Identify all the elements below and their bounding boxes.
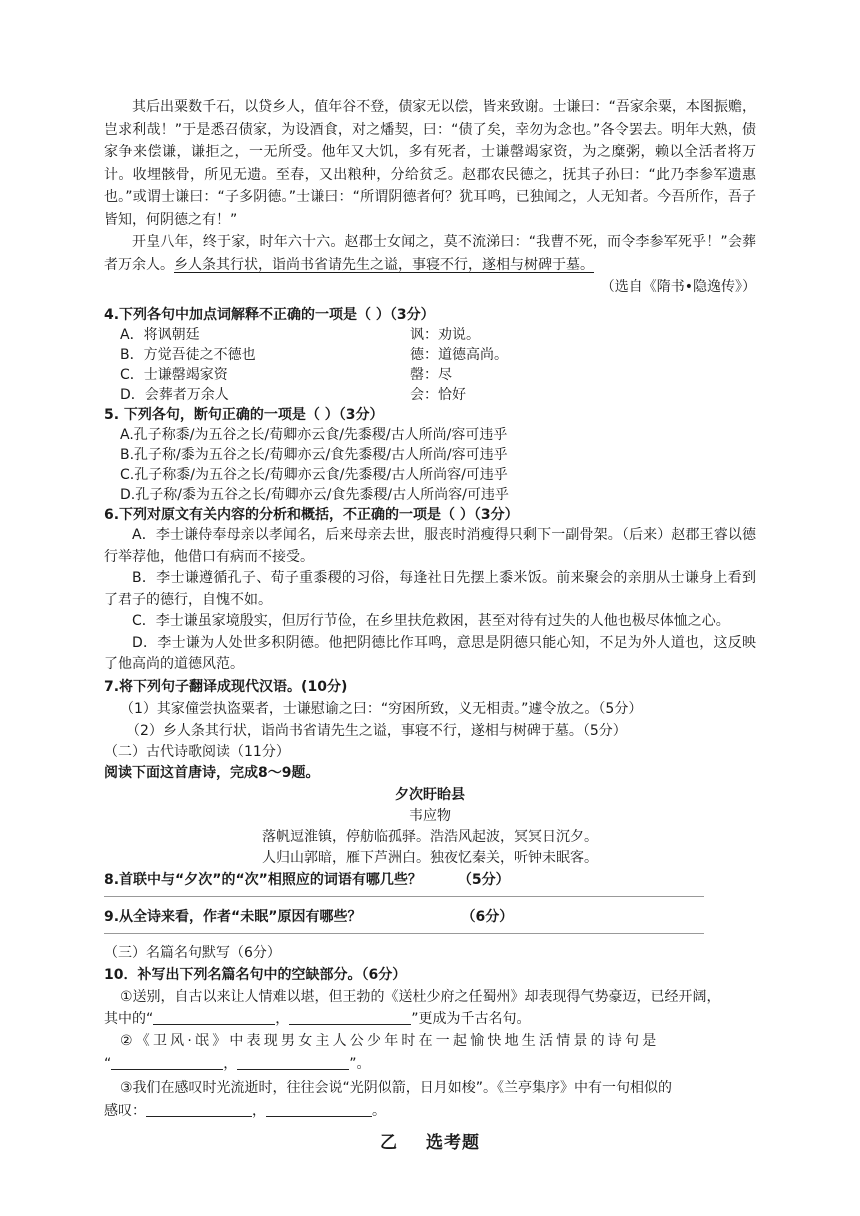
q10-item-1-open-quote: 其中的“: [104, 1010, 154, 1027]
q6-option-c: C．李士谦虽家境殷实，但厉行节俭，在乡里扶危救困，甚至对待有过失的人他也极尽体恤之心。: [132, 613, 730, 629]
q6-title: 6.下列对原文有关内容的分析和概括，不正确的一项是（ ）（3分）: [104, 507, 519, 523]
passage-paragraph-2: [104, 231, 756, 276]
q4-option-c-gloss: 罄：尽: [410, 367, 452, 383]
q4-option-b-gloss: 德：道德高尚。: [410, 347, 508, 363]
q9-answer-line[interactable]: [104, 933, 704, 934]
q8-text: 8.首联中与“夕次”的“次”相照应的词语有哪几些？: [104, 871, 422, 888]
classical-passage: [104, 96, 756, 299]
q4-option-c-sentence: C．士谦罄竭家资: [120, 367, 228, 383]
q9-question: [104, 906, 756, 928]
poem-line-2: 人归山郭暗，雁下芦洲白。独夜忆秦关，听钟未眠客。: [262, 849, 598, 866]
q4-option-b-sentence: B．方觉吾徒之不德也: [120, 347, 256, 363]
q9-score: （6分）: [461, 908, 514, 925]
q4-option-a-gloss: 讽：劝说。: [410, 327, 480, 343]
passage-paragraph-2-text: 开皇八年，终于家，时年六十六。赵郡士女闻之，莫不流涕曰：“我曹不死，而令李参军死乎！”会葬者万余人。: [104, 234, 756, 273]
q10-item-1-comma: ，: [275, 1010, 290, 1027]
q10-item-2-line-1: ②《卫风·氓》中表现男女主人公少年时在一起愉快地生活情景的诗句是: [120, 1032, 660, 1049]
q10-item-1-line-1: ①送别，自古以来让人情难以堪，但王勃的《送杜少府之任蜀州》却表现得气势豪迈，已经开阔，: [120, 988, 721, 1005]
q10-blank-3[interactable]: [111, 1055, 223, 1070]
q10-item-3-comma: ，: [252, 1102, 266, 1119]
q5-option-c: C.孔子称黍/为五谷之长/荀卿亦云食/先黍稷/古人所尚容/可违乎: [120, 467, 508, 483]
q4-option-a: [104, 325, 756, 345]
q8-answer-line[interactable]: [104, 896, 704, 897]
q5-title: 5. 下列各句，断句正确的一项是（ ）（3分）: [104, 407, 384, 423]
q10-blank-4[interactable]: [237, 1055, 349, 1070]
q10-blank-5[interactable]: [146, 1102, 252, 1117]
q5-option-d: D.孔子称/黍为五谷之长/荀卿亦云/食先黍稷/古人所尚容/可违乎: [120, 487, 509, 503]
q5-option-a: A.孔子称黍/为五谷之长/荀卿亦云食/先黍稷/古人所尚/容可违乎: [120, 427, 508, 443]
q10-item-3-close: 。: [372, 1102, 386, 1119]
q10-item-2-close: ”。: [349, 1055, 371, 1072]
q8-question: [104, 869, 756, 891]
q4-title: 4.下列各句中加点词解释不正确的一项是（ ）（3分）: [104, 307, 435, 323]
q9-text: 9.从全诗来看，作者“未眠”原因有哪些？: [104, 908, 362, 925]
section2-instruction: 阅读下面这首唐诗，完成8～9题。: [104, 764, 320, 781]
q10-blank-6[interactable]: [266, 1102, 372, 1117]
q10-item-2-open-quote: “: [104, 1055, 112, 1072]
q4-option-d: [104, 385, 756, 405]
poem-line-1: 落帆逗淮镇，停舫临孤驿。浩浩风起波，冥冥日沉夕。: [262, 828, 598, 845]
q4-option-b: [104, 345, 756, 365]
q10-item-2-line-2: [104, 1052, 756, 1076]
passage-underlined-sentence: 乡人条其行状，诣尚书省请先生之谥，事寝不行，遂相与树碑于墓。: [174, 256, 594, 273]
section-b-heading: [104, 1128, 756, 1153]
questions-block: [104, 305, 756, 1153]
q6-option-d: D．李士谦为人处世多积阴德。他把阴德比作耳鸣，意思是阴德只能心知，不足为外人道也，这反映了他高尚的道德风范。: [104, 634, 756, 672]
poem-author: 韦应物: [409, 807, 451, 824]
q10-item-3-line-2: [104, 1100, 756, 1122]
q4-option-d-sentence: D．会葬者万余人: [120, 387, 229, 403]
q7-title: 7.将下列句子翻译成现代汉语。(10分): [104, 678, 348, 695]
q10-title: 10．补写出下列名篇名句中的空缺部分。（6分）: [104, 966, 407, 983]
q10-item-3-line-1: ③我们在感叹时光流逝时，往往会说“光阴似箭，日月如梭”。《兰亭集序》中有一句相似的: [120, 1079, 673, 1096]
q10-item-2-comma: ，: [223, 1055, 238, 1072]
poem-title: 夕次盱眙县: [395, 786, 465, 803]
q7-item-1: （1）其家僮尝执盗粟者，士谦慰谕之曰：“穷困所致，义无相责。”遽令放之。（5分）: [120, 700, 643, 717]
section3-heading: （三）名篇名句默写（6分）: [104, 944, 281, 961]
q4-option-c: [104, 365, 756, 385]
q4-option-a-sentence: A．将讽朝廷: [120, 327, 200, 343]
passage-paragraph-1: 其后出粟数千石，以贷乡人，值年谷不登，债家无以偿，皆来致谢。士谦曰：“吾家余粟，本图振赡，岂求利哉！”于是悉召债家，为设酒食，对之燔契，曰：“债了矣，幸勿为念也。”各令罢去。明年大熟，债家争来偿谦，谦拒之，一无所受。他年又大饥，多有死者，士谦罄竭家资，为之糜粥，赖以全活者将万计。收埋骸骨，所见无遗。至春，又出粮种，分给贫乏。赵郡农民德之，抚其子孙曰：“此乃李参军遗惠也。”或谓士谦曰：“子多阴德。”士谦曰：“所谓阴德者何？犹耳鸣，已独闻之，人无知者。今吾所作，吾子皆知，何阴德之有！”: [104, 99, 756, 228]
q10-item-3-label: 感叹：: [104, 1102, 146, 1119]
q6-option-b: B．李士谦遵循孔子、荀子重黍稷的习俗，每逢社日先摆上黍米饭。前来聚会的亲朋从士谦身上看到了君子的德行，自愧不如。: [104, 570, 756, 608]
q4-option-d-gloss: 会：恰好: [410, 387, 466, 403]
q10-item-1-line-2: [104, 1008, 756, 1030]
q5-option-b: B.孔子称/黍为五谷之长/荀卿亦云/食先黍稷/古人所尚/容可违乎: [120, 447, 508, 463]
section2-heading: （二）古代诗歌阅读（11分）: [104, 743, 290, 760]
q7-item-2: （2）乡人条其行状，诣尚书省请先生之谥，事寝不行，遂相与树碑于墓。（5分）: [126, 722, 627, 739]
q10-blank-1[interactable]: [153, 1010, 275, 1025]
q6-option-a: A．李士谦侍奉母亲以孝闻名，后来母亲去世，服丧时消瘦得只剩下一副骨架。（后来）赵郡王睿以德行举荐他，他借口有病而不接受。: [104, 527, 756, 565]
q10-blank-2[interactable]: [289, 1010, 411, 1025]
section-b-prefix: 乙: [380, 1132, 398, 1153]
q8-score: （5分）: [457, 871, 510, 888]
section-b-title: 选考题: [426, 1132, 480, 1153]
q10-item-1-close: ”更成为千古名句。: [411, 1010, 531, 1027]
passage-source: （选自《隋书•隐逸传》）: [600, 279, 756, 295]
